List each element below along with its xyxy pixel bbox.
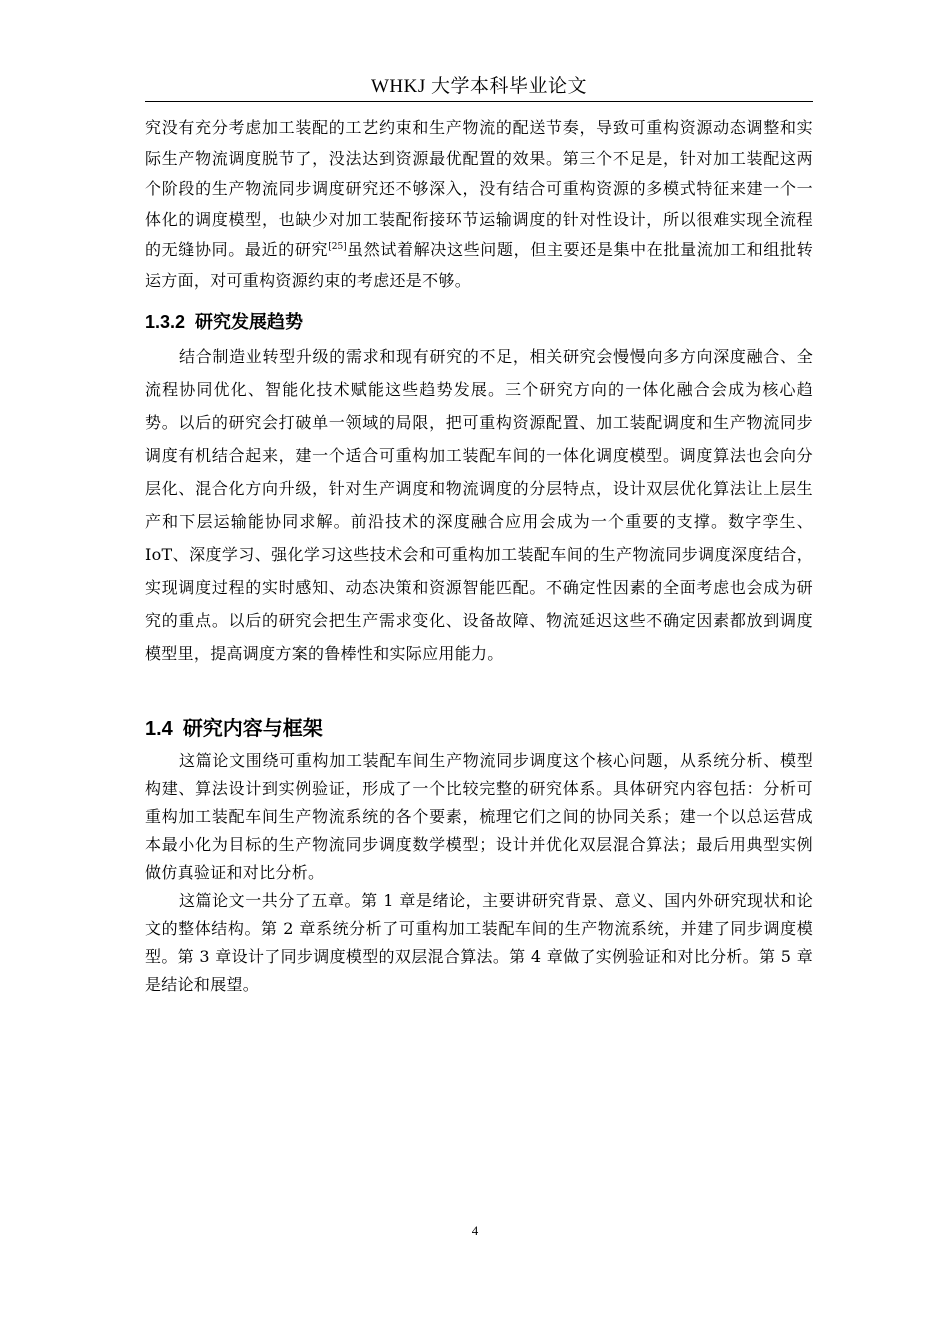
page-number: 4 — [471, 1223, 479, 1238]
continuation-text-end: 虽然试着解决这些问题，但主要还是集中在批量流加工和组批转运方面，对可重构资源约束的考虑还是不够。 — [145, 240, 813, 290]
content-paragraph-1: 这篇论文围绕可重构加工装配车间生产物流同步调度这个核心问题，从系统分析、模型构建、算法设计到实例验证，形成了一个比较完整的研究体系。具体研究内容包括：分析可重构加工装配车间生产物流系统的各个要素，梳理它们之间的协同关系；建一个以总运营成本最小化为目标的生产物流同步调度数学模型；设计并优化双层混合算法；最后用典型实例做仿真验证和对比分析。 — [145, 751, 813, 882]
section-number: 1.3.2 — [145, 312, 186, 332]
continuation-paragraph — [145, 113, 813, 296]
section-number: 1.4 — [145, 718, 173, 740]
section-title: 研究内容与框架 — [182, 718, 323, 740]
section-heading-1-4 — [145, 715, 813, 743]
section-heading-1-3-2 — [145, 309, 813, 335]
continuation-text: 究没有充分考虑加工装配的工艺约束和生产物流的配送节奏，导致可重构资源动态调整和实际生产物流调度脱节了，没法达到资源最优配置的效果。第三个不足是，针对加工装配这两个阶段的生产物流同步调度研究还不够深入，没有结合可重构资源的多模式特征来建一个一体化的调度模型，也缺少对加工装配衔接环节运输调度的针对性设计，所以很难实现全流程的无缝协同。最近的研究 — [145, 118, 813, 259]
running-header: WHKJ 大学本科毕业论文 — [370, 76, 588, 97]
trend-paragraph-text: 结合制造业转型升级的需求和现有研究的不足，相关研究会慢慢向多方向深度融合、全流程协同优化、智能化技术赋能这些趋势发展。三个研究方向的一体化融合会成为核心趋势。以后的研究会打破单一领域的局限，把可重构资源配置、加工装配调度和生产物流同步调度有机结合起来，建一个适合可重构加工装配车间的一体化调度模型。调度算法也会向分层化、混合化方向升级，针对生产调度和物流调度的分层特点，设计双层优化算法让上层生产和下层运输能协同求解。前沿技术的深度融合应用会成为一个重要的支撑。数字孪生、IoT、深度学习、强化学习这些技术会和可重构加工装配车间的生产物流同步调度深度结合，实现调度过程的实时感知、动态决策和资源智能匹配。不确定性因素的全面考虑也会成为研究的重点。以后的研究会把生产需求变化、设备故障、物流延迟这些不确定因素都放到调度模型里，提高调度方案的鲁棒性和实际应用能力。 — [145, 347, 813, 663]
content-paragraph-2: 这篇论文一共分了五章。第 1 章是绪论，主要讲研究背景、意义、国内外研究现状和论文的整体结构。第 2 章系统分析了可重构加工装配车间的生产物流系统，并建了同步调度模型。第 3 章设计了同步调度模型的双层混合算法。第 4 章做了实例验证和对比分析。第 5 章是结论和展望。 — [145, 891, 813, 994]
trend-paragraph — [145, 340, 813, 670]
section-title: 研究发展趋势 — [195, 312, 304, 332]
citation-reference: [25] — [328, 242, 347, 252]
header-rule — [145, 101, 813, 102]
content-paragraphs — [145, 747, 813, 999]
